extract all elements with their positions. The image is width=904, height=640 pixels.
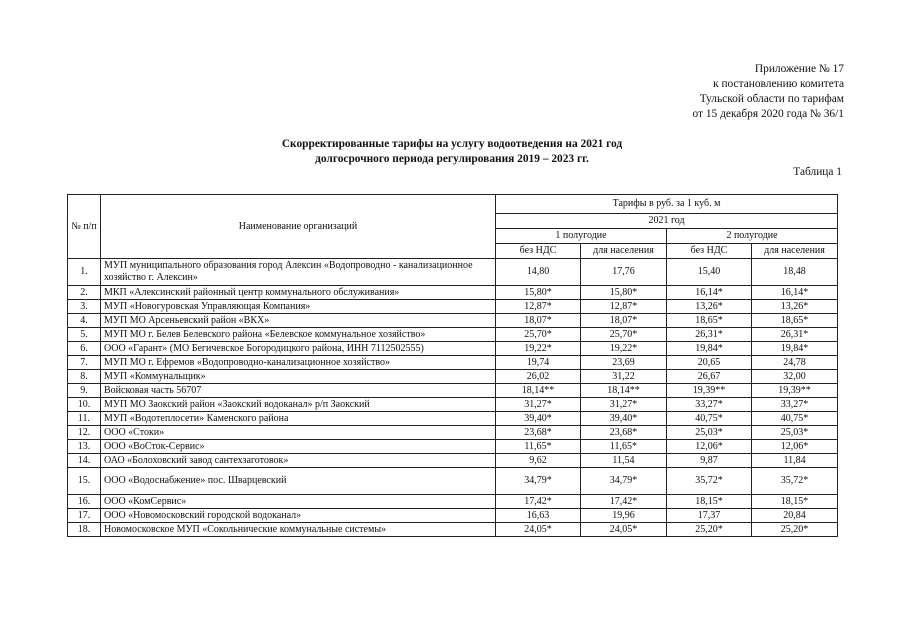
header-half-2: 2 полугодие [667, 229, 838, 244]
tariff-h2-population: 19,84* [752, 342, 838, 356]
organization-name: МУП «Водотеплосети» Каменского района [101, 412, 496, 426]
row-number: 12. [68, 426, 101, 440]
tariff-h1-no-vat: 16,63 [496, 509, 581, 523]
header-population: для населения [581, 244, 667, 259]
tariff-h1-no-vat: 24,05* [496, 523, 581, 537]
organization-name: МУП муниципального образования город Алексин «Водопроводно - канализационное хозяйство г. Алексин» [101, 259, 496, 286]
header-organization: Наименование организаций [101, 195, 496, 259]
row-number: 6. [68, 342, 101, 356]
table-row [68, 440, 838, 454]
tariff-h1-population: 11,54 [581, 454, 667, 468]
header-half-1: 1 полугодие [496, 229, 667, 244]
organization-name: МУП «Новогуровская Управляющая Компания» [101, 300, 496, 314]
tariff-h2-no-vat: 18,65* [667, 314, 752, 328]
table-row [68, 384, 838, 398]
title-line: Скорректированные тарифы на услугу водоотведения на 2021 год [281, 138, 623, 150]
table-row [68, 286, 838, 300]
header-no-vat: без НДС [667, 244, 752, 259]
tariff-h2-no-vat: 25,03* [667, 426, 752, 440]
tariff-h1-population: 12,87* [581, 300, 667, 314]
organization-name: МУП МО Заокский район «Заокский водоканал» р/п Заокский [101, 398, 496, 412]
tariff-h2-population: 33,27* [752, 398, 838, 412]
tariff-h2-population: 26,31* [752, 328, 838, 342]
title-line: долгосрочного периода регулирования 2019 – 2023 гг. [315, 153, 589, 165]
organization-name: МУП МО г. Ефремов «Водопроводно-канализационное хозяйство» [101, 356, 496, 370]
tariff-h2-no-vat: 35,72* [667, 468, 752, 495]
row-number: 10. [68, 398, 101, 412]
header-number: № п/п [68, 195, 101, 259]
tariff-h2-no-vat: 19,39** [667, 384, 752, 398]
document-title [0, 137, 904, 167]
tariff-h1-population: 34,79* [581, 468, 667, 495]
organization-name: ООО «Новомосковский городской водоканал» [101, 509, 496, 523]
tariff-h2-no-vat: 20,65 [667, 356, 752, 370]
tariff-h2-no-vat: 9,87 [667, 454, 752, 468]
table-row [68, 454, 838, 468]
tariff-h1-no-vat: 19,74 [496, 356, 581, 370]
table-row [68, 426, 838, 440]
table-label: Таблица 1 [793, 166, 842, 178]
tariff-h1-no-vat: 31,27* [496, 398, 581, 412]
row-number: 18. [68, 523, 101, 537]
tariff-h1-population: 24,05* [581, 523, 667, 537]
header-population: для населения [752, 244, 838, 259]
tariff-h1-no-vat: 25,70* [496, 328, 581, 342]
tariff-h1-no-vat: 18,14** [496, 384, 581, 398]
tariff-h2-population: 32,00 [752, 370, 838, 384]
organization-name: ООО «КомСервис» [101, 495, 496, 509]
row-number: 5. [68, 328, 101, 342]
tariff-h1-population: 17,42* [581, 495, 667, 509]
tariff-h2-no-vat: 26,31* [667, 328, 752, 342]
tariff-h1-no-vat: 34,79* [496, 468, 581, 495]
tariff-h2-no-vat: 18,15* [667, 495, 752, 509]
appendix-note [692, 62, 844, 122]
table-row [68, 342, 838, 356]
table-row [68, 412, 838, 426]
tariff-h1-no-vat: 9,62 [496, 454, 581, 468]
table-row [68, 495, 838, 509]
table-row [68, 300, 838, 314]
appendix-line: к постановлению комитета [713, 78, 844, 90]
table-row [68, 259, 838, 286]
tariff-h2-population: 18,15* [752, 495, 838, 509]
row-number: 7. [68, 356, 101, 370]
organization-name: МУП МО г. Белев Белевского района «Белевское коммунальное хозяйство» [101, 328, 496, 342]
row-number: 14. [68, 454, 101, 468]
organization-name: ООО «ВоСток-Сервис» [101, 440, 496, 454]
row-number: 4. [68, 314, 101, 328]
tariff-h2-population: 12,06* [752, 440, 838, 454]
tariff-h2-no-vat: 25,20* [667, 523, 752, 537]
organization-name: МКП «Алексинский районный центр коммунального обслуживания» [101, 286, 496, 300]
organization-name: МУП МО Арсеньевский район «ВКХ» [101, 314, 496, 328]
appendix-line: Приложение № 17 [754, 63, 844, 75]
tariff-h2-population: 18,48 [752, 259, 838, 286]
tariff-h1-population: 17,76 [581, 259, 667, 286]
tariff-h2-no-vat: 19,84* [667, 342, 752, 356]
tariff-h2-no-vat: 12,06* [667, 440, 752, 454]
row-number: 9. [68, 384, 101, 398]
table-row [68, 314, 838, 328]
tariff-h2-population: 40,75* [752, 412, 838, 426]
tariff-h1-no-vat: 14,80 [496, 259, 581, 286]
table-row [68, 398, 838, 412]
tariff-h1-no-vat: 17,42* [496, 495, 581, 509]
tariff-h2-population: 13,26* [752, 300, 838, 314]
tariff-h2-no-vat: 16,14* [667, 286, 752, 300]
tariffs-table [67, 194, 838, 537]
tariff-h1-population: 31,22 [581, 370, 667, 384]
tariff-h2-population: 25,20* [752, 523, 838, 537]
organization-name: Войсковая часть 56707 [101, 384, 496, 398]
tariff-h1-no-vat: 12,87* [496, 300, 581, 314]
tariff-h1-population: 15,80* [581, 286, 667, 300]
tariff-h2-population: 11,84 [752, 454, 838, 468]
appendix-line: от 15 декабря 2020 года № 36/1 [692, 108, 844, 120]
tariff-h1-population: 18,14** [581, 384, 667, 398]
row-number: 2. [68, 286, 101, 300]
tariff-h1-no-vat: 23,68* [496, 426, 581, 440]
table-row [68, 468, 838, 495]
tariff-h1-population: 19,22* [581, 342, 667, 356]
tariff-h1-population: 39,40* [581, 412, 667, 426]
tariff-h2-population: 18,65* [752, 314, 838, 328]
tariff-h1-population: 18,07* [581, 314, 667, 328]
header-tariffs: Тарифы в руб. за 1 куб. м [496, 195, 838, 214]
row-number: 16. [68, 495, 101, 509]
tariff-h1-no-vat: 15,80* [496, 286, 581, 300]
tariff-h1-no-vat: 11,65* [496, 440, 581, 454]
tariff-h2-no-vat: 33,27* [667, 398, 752, 412]
header-no-vat: без НДС [496, 244, 581, 259]
tariff-h1-no-vat: 18,07* [496, 314, 581, 328]
table-row [68, 356, 838, 370]
tariff-h2-population: 19,39** [752, 384, 838, 398]
organization-name: ООО «Гарант» (МО Бегичевское Богородицкого района, ИНН 7112502555) [101, 342, 496, 356]
tariff-h2-no-vat: 17,37 [667, 509, 752, 523]
table-row [68, 523, 838, 537]
row-number: 8. [68, 370, 101, 384]
tariff-h1-population: 23,69 [581, 356, 667, 370]
tariff-h2-population: 35,72* [752, 468, 838, 495]
tariff-h2-population: 24,78 [752, 356, 838, 370]
tariff-h2-no-vat: 26,67 [667, 370, 752, 384]
tariff-h2-population: 20,84 [752, 509, 838, 523]
tariff-h2-no-vat: 13,26* [667, 300, 752, 314]
tariff-h1-population: 19,96 [581, 509, 667, 523]
organization-name: ООО «Водоснабжение» пос. Шварцевский [101, 468, 496, 495]
row-number: 11. [68, 412, 101, 426]
organization-name: Новомосковское МУП «Сокольнические коммунальные системы» [101, 523, 496, 537]
tariff-h1-no-vat: 26,02 [496, 370, 581, 384]
header-year: 2021 год [496, 214, 838, 229]
tariff-h2-population: 16,14* [752, 286, 838, 300]
tariff-h1-no-vat: 19,22* [496, 342, 581, 356]
tariff-h2-population: 25,03* [752, 426, 838, 440]
table-row [68, 328, 838, 342]
row-number: 17. [68, 509, 101, 523]
organization-name: ООО «Стоки» [101, 426, 496, 440]
tariff-h2-no-vat: 15,40 [667, 259, 752, 286]
tariff-h1-population: 23,68* [581, 426, 667, 440]
organization-name: ОАО «Болоховский завод сантехзаготовок» [101, 454, 496, 468]
tariff-h1-population: 31,27* [581, 398, 667, 412]
tariff-h2-no-vat: 40,75* [667, 412, 752, 426]
appendix-line: Тульской области по тарифам [699, 93, 844, 105]
row-number: 13. [68, 440, 101, 454]
table-row [68, 370, 838, 384]
row-number: 1. [68, 259, 101, 286]
tariff-h1-no-vat: 39,40* [496, 412, 581, 426]
tariff-h1-population: 11,65* [581, 440, 667, 454]
row-number: 3. [68, 300, 101, 314]
table-row [68, 509, 838, 523]
tariff-h1-population: 25,70* [581, 328, 667, 342]
row-number: 15. [68, 468, 101, 495]
organization-name: МУП «Коммунальщик» [101, 370, 496, 384]
